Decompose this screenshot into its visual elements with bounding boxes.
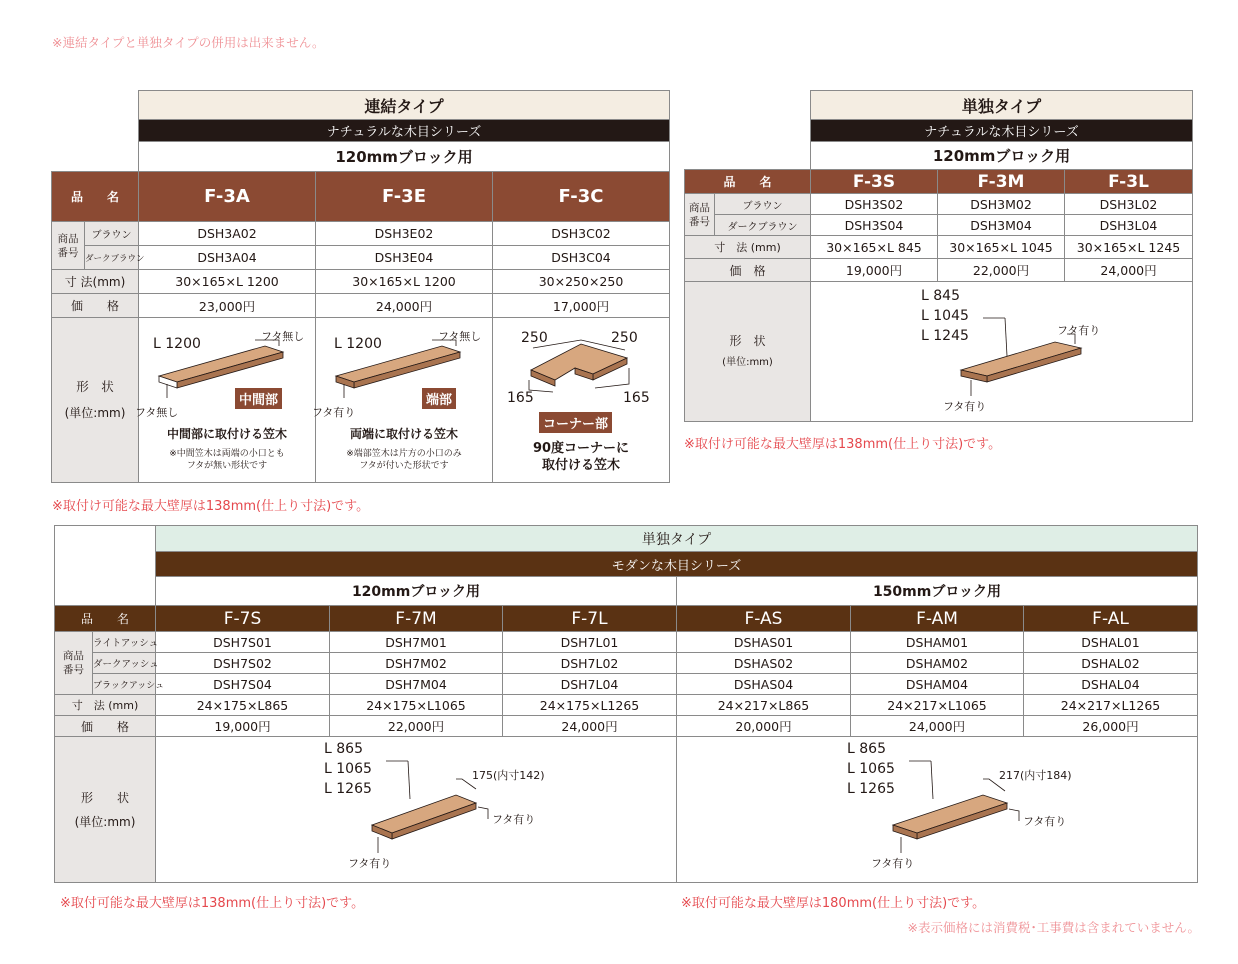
code-cell: DSH3M02 bbox=[938, 194, 1065, 215]
code-cell: DSH3L04 bbox=[1065, 215, 1193, 236]
hin-label: 品 名 bbox=[52, 172, 139, 222]
size-cell: 30×250×250 bbox=[493, 270, 670, 294]
series-label: ナチュラルな木目シリーズ bbox=[811, 120, 1193, 142]
position-tag: 中間部 bbox=[235, 388, 282, 409]
code-cell: DSHAM01 bbox=[851, 632, 1024, 653]
shape-title: 両端に取付ける笠木 bbox=[349, 427, 458, 441]
shape-cell-s bbox=[811, 282, 1193, 422]
product-name: F-3M bbox=[938, 170, 1065, 194]
series-label: ナチュラルな木目シリーズ bbox=[139, 120, 670, 142]
position-tag: 端部 bbox=[422, 388, 456, 409]
length-label: L 865 bbox=[847, 741, 886, 757]
dim-label: 250 bbox=[521, 330, 548, 346]
size-cell: 30×165×L 845 bbox=[811, 236, 938, 259]
shohin-label: 商品番号 bbox=[55, 632, 93, 695]
code-cell: DSH3A04 bbox=[139, 246, 316, 270]
block-label: 120mmブロック用 bbox=[811, 142, 1193, 170]
shape-label bbox=[685, 282, 811, 422]
length-label: L 1045 bbox=[921, 308, 969, 324]
product-name: F-3E bbox=[316, 172, 493, 222]
block-label: 120mmブロック用 bbox=[139, 142, 670, 172]
price-cell: 24,000円 bbox=[851, 716, 1024, 737]
left-footnote: ※取付け可能な最大壁厚は138mm(仕上り寸法)です。 bbox=[52, 499, 370, 514]
code-cell: DSH3L02 bbox=[1065, 194, 1193, 215]
code-cell: DSHAL01 bbox=[1024, 632, 1198, 653]
code-cell: DSH7M01 bbox=[330, 632, 503, 653]
cap-label: フタ有り bbox=[871, 857, 915, 870]
price-cell: 17,000円 bbox=[493, 294, 670, 318]
block-label: 150mmブロック用 bbox=[677, 577, 1198, 606]
dim-label: 165 bbox=[623, 390, 650, 406]
shape-cell-c bbox=[493, 318, 670, 483]
width-label: 217(内寸184) bbox=[999, 769, 1072, 782]
price-cell: 23,000円 bbox=[139, 294, 316, 318]
code-cell: DSH3M04 bbox=[938, 215, 1065, 236]
brown-label: ブラウン bbox=[715, 194, 811, 215]
product-name: F-3A bbox=[139, 172, 316, 222]
size-cell: 24×217×L1065 bbox=[851, 695, 1024, 716]
price-cell: 22,000円 bbox=[330, 716, 503, 737]
code-cell: DSHAL04 bbox=[1024, 674, 1198, 695]
shape-cell-150 bbox=[677, 737, 1198, 883]
size-label: 寸 法(mm) bbox=[52, 270, 139, 294]
cap-label: フタ有り bbox=[348, 857, 392, 870]
cap-label: フタ有り bbox=[312, 406, 356, 419]
price-cell: 24,000円 bbox=[1065, 259, 1193, 282]
shape-title: 中間部に取付ける笠木 bbox=[166, 427, 287, 441]
code-cell: DSH7L04 bbox=[503, 674, 677, 695]
cap-label: フタ有り bbox=[943, 400, 987, 413]
price-cell: 22,000円 bbox=[938, 259, 1065, 282]
code-cell: DSHAL02 bbox=[1024, 653, 1198, 674]
shohin-label: 商品番号 bbox=[685, 194, 715, 236]
unit-label-text: (単位:mm) bbox=[64, 406, 126, 420]
black-label: ブラックアッシュ bbox=[93, 674, 156, 695]
code-cell: DSH3E04 bbox=[316, 246, 493, 270]
unit-label-text: (単位:mm) bbox=[722, 356, 773, 368]
length-label: L 1200 bbox=[334, 336, 382, 352]
code-cell: DSH3S02 bbox=[811, 194, 938, 215]
code-cell: DSH3C02 bbox=[493, 222, 670, 246]
unit-label-text: (単位:mm) bbox=[74, 814, 136, 829]
dark-label: ダークアッシュ bbox=[93, 653, 156, 674]
block-label: 120mmブロック用 bbox=[156, 577, 677, 606]
size-cell: 30×165×L 1200 bbox=[139, 270, 316, 294]
code-cell: DSHAS01 bbox=[677, 632, 851, 653]
product-name: F-3L bbox=[1065, 170, 1193, 194]
size-cell: 24×175×L1265 bbox=[503, 695, 677, 716]
length-label: L 865 bbox=[324, 741, 363, 757]
product-name: F-3S bbox=[811, 170, 938, 194]
price-label: 価 格 bbox=[685, 259, 811, 282]
code-cell: DSH3S04 bbox=[811, 215, 938, 236]
position-tag: コーナー部 bbox=[539, 412, 612, 433]
price-label: 価 格 bbox=[52, 294, 139, 318]
shape-label bbox=[52, 318, 139, 483]
size-cell: 24×217×L865 bbox=[677, 695, 851, 716]
left-spec-table bbox=[51, 90, 670, 483]
right-spec-table bbox=[684, 90, 1193, 422]
shape-label-text: 形 状 bbox=[80, 790, 129, 805]
code-cell: DSH3C04 bbox=[493, 246, 670, 270]
hin-label: 品 名 bbox=[685, 170, 811, 194]
size-cell: 24×175×L865 bbox=[156, 695, 330, 716]
cap-label: フタ有り bbox=[1023, 815, 1067, 828]
type-title: 連結タイプ bbox=[139, 91, 670, 120]
code-cell: DSHAS04 bbox=[677, 674, 851, 695]
length-label: L 1065 bbox=[324, 761, 372, 777]
cap-label: フタ無し bbox=[135, 406, 179, 419]
shape-cell-a bbox=[135, 318, 316, 483]
code-cell: DSH7M02 bbox=[330, 653, 503, 674]
bottom-footnote-left: ※取付可能な最大壁厚は138mm(仕上り寸法)です。 bbox=[60, 896, 365, 911]
size-cell: 30×165×L 1245 bbox=[1065, 236, 1193, 259]
length-label: L 1245 bbox=[921, 328, 969, 344]
shape-label bbox=[55, 737, 156, 883]
shape-note: ※中間笠木は両端の小口とも フタが無い形状です bbox=[169, 449, 285, 471]
shape-note: ※端部笠木は片方の小口のみ フタが付いた形状です bbox=[346, 449, 462, 471]
dim-label: 165 bbox=[507, 390, 534, 406]
hin-label: 品 名 bbox=[55, 606, 156, 632]
tax-note: ※表示価格には消費税･工事費は含まれていません。 bbox=[907, 920, 1200, 935]
code-cell: DSH7S02 bbox=[156, 653, 330, 674]
size-cell: 30×165×L 1200 bbox=[316, 270, 493, 294]
code-cell: DSH7L01 bbox=[503, 632, 677, 653]
type-title: 単独タイプ bbox=[156, 526, 1198, 552]
dark-brown-label: ダークブラウン bbox=[715, 215, 811, 236]
shape-title: 90度コーナーに 取付ける笠木 bbox=[532, 441, 630, 473]
code-cell: DSHAS02 bbox=[677, 653, 851, 674]
length-label: L 1265 bbox=[847, 781, 895, 797]
code-cell: DSH3E02 bbox=[316, 222, 493, 246]
shape-label-text: 形 状 bbox=[76, 379, 114, 394]
size-label: 寸 法 (mm) bbox=[685, 236, 811, 259]
length-label: L 845 bbox=[921, 288, 960, 304]
code-cell: DSH7L02 bbox=[503, 653, 677, 674]
shape-cell-e bbox=[312, 318, 493, 483]
brown-label: ブラウン bbox=[85, 222, 139, 246]
price-cell: 26,000円 bbox=[1024, 716, 1198, 737]
code-cell: DSH3A02 bbox=[139, 222, 316, 246]
coping-s-diagram bbox=[811, 282, 1191, 421]
size-cell: 30×165×L 1045 bbox=[938, 236, 1065, 259]
dark-brown-label: ダークブラウン bbox=[85, 246, 139, 270]
length-label: L 1200 bbox=[153, 336, 201, 352]
coping-120-diagram bbox=[156, 737, 676, 882]
size-label: 寸 法 (mm) bbox=[55, 695, 156, 716]
product-name: F-3C bbox=[493, 172, 670, 222]
shohin-label: 商品番号 bbox=[52, 222, 85, 270]
price-cell: 19,000円 bbox=[156, 716, 330, 737]
type-title: 単独タイプ bbox=[811, 91, 1193, 120]
length-label: L 1265 bbox=[324, 781, 372, 797]
product-name: F-7L bbox=[503, 606, 677, 632]
product-name: F-7S bbox=[156, 606, 330, 632]
price-cell: 24,000円 bbox=[503, 716, 677, 737]
size-cell: 24×217×L1265 bbox=[1024, 695, 1198, 716]
bottom-spec-table bbox=[54, 525, 1198, 883]
product-name: F-AL bbox=[1024, 606, 1198, 632]
code-cell: DSHAM04 bbox=[851, 674, 1024, 695]
bottom-footnote-right: ※取付可能な最大壁厚は180mm(仕上り寸法)です。 bbox=[681, 896, 986, 911]
price-cell: 19,000円 bbox=[811, 259, 938, 282]
width-label: 175(内寸142) bbox=[472, 769, 545, 782]
right-footnote: ※取付け可能な最大壁厚は138mm(仕上り寸法)です。 bbox=[684, 437, 1002, 452]
cap-label: フタ無し bbox=[261, 330, 305, 343]
cap-label: フタ有り bbox=[492, 813, 536, 826]
price-cell: 24,000円 bbox=[316, 294, 493, 318]
coping-150-diagram bbox=[677, 737, 1197, 882]
code-cell: DSH7S01 bbox=[156, 632, 330, 653]
shape-label-text: 形 状 bbox=[729, 333, 766, 348]
cap-label: フタ有り bbox=[1057, 324, 1101, 337]
shape-cell-120 bbox=[156, 737, 677, 883]
price-label: 価 格 bbox=[55, 716, 156, 737]
series-label: モダンな木目シリーズ bbox=[156, 552, 1198, 577]
product-name: F-7M bbox=[330, 606, 503, 632]
price-cell: 20,000円 bbox=[677, 716, 851, 737]
code-cell: DSH7S04 bbox=[156, 674, 330, 695]
dim-label: 250 bbox=[611, 330, 638, 346]
code-cell: DSH7M04 bbox=[330, 674, 503, 695]
light-label: ライトアッシュ bbox=[93, 632, 156, 653]
product-name: F-AM bbox=[851, 606, 1024, 632]
top-note: ※連結タイプと単独タイプの併用は出来ません。 bbox=[52, 35, 325, 50]
product-name: F-AS bbox=[677, 606, 851, 632]
size-cell: 24×175×L1065 bbox=[330, 695, 503, 716]
code-cell: DSHAM02 bbox=[851, 653, 1024, 674]
length-label: L 1065 bbox=[847, 761, 895, 777]
cap-label: フタ無し bbox=[438, 330, 482, 343]
